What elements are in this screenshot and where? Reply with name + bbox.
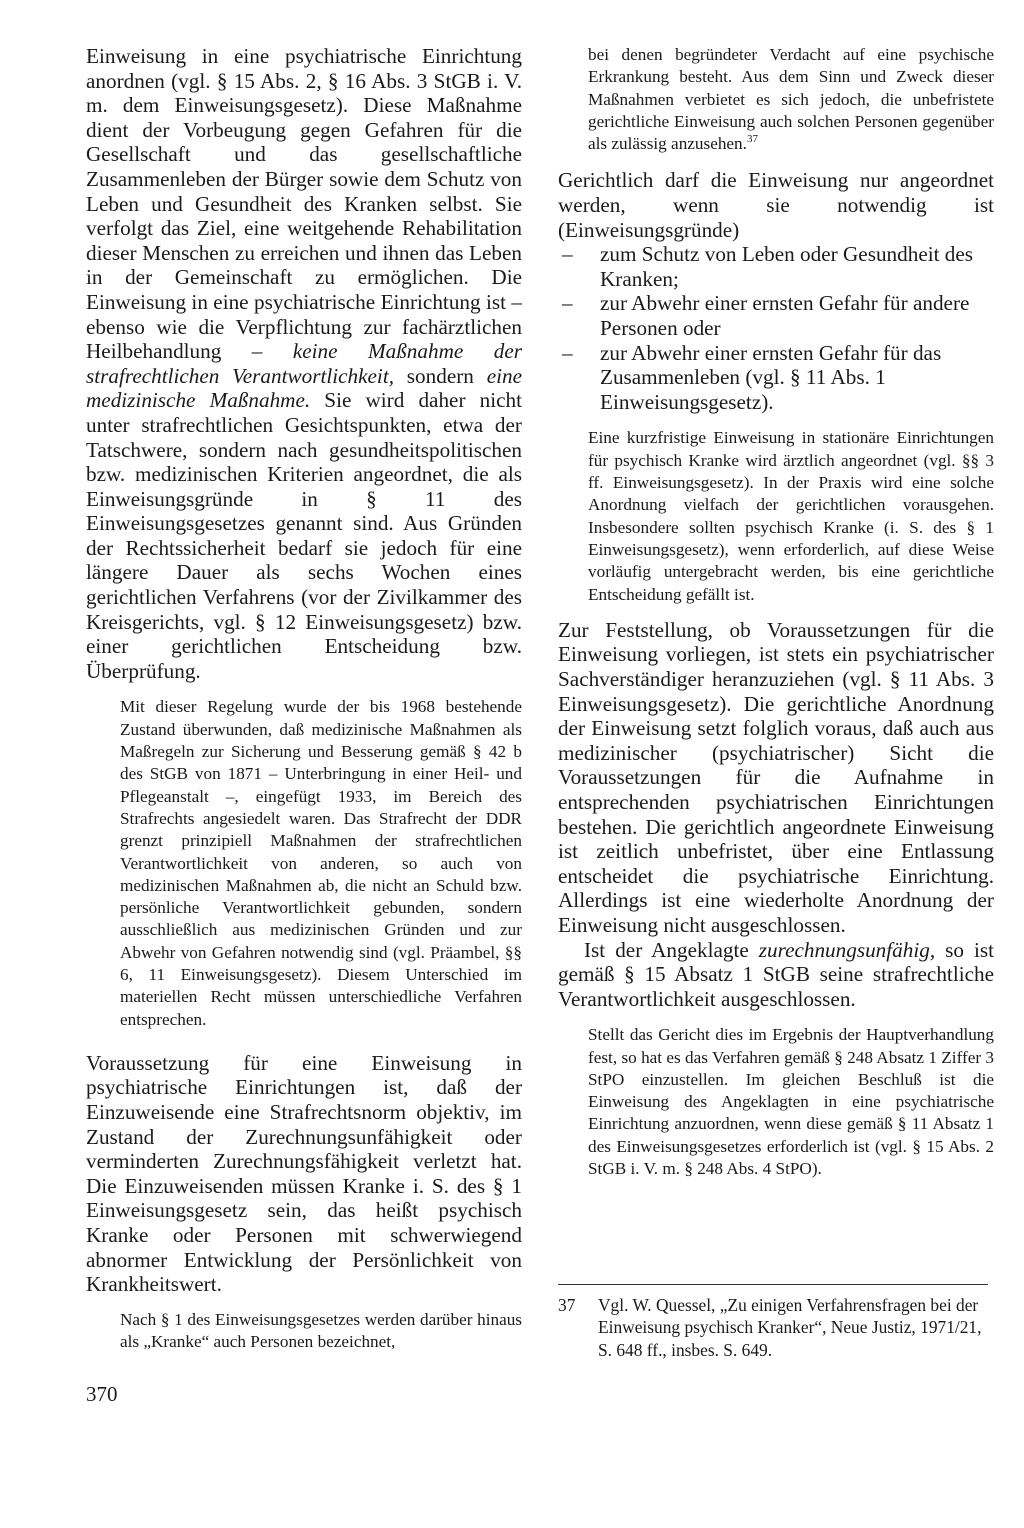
footnote-text: Vgl. W. Quessel, „Zu einigen Verfahrensfragen bei der Einweisung psychisch Kranker“, Neue Justiz, 1971/21, S. 648 ff., insbes. S. 649. [598, 1295, 982, 1360]
small-print-block [558, 427, 994, 605]
footnote-divider [558, 1284, 988, 1285]
small-print-paragraph: Mit dieser Regelung wurde der bis 1968 bestehende Zustand überwunden, daß medizinische Maßnahmen als Maßregeln zur Sicherung und Besserung gemäß § 42 b des StGB von 1871 – Unterbringung in einer Heil- und Pflegeanstalt –, eingefügt 1933, im Bereich des Strafrechts angesiedelt waren. Das Strafrecht der DDR grenzt prinzipiell Maßnahmen der strafrechtlichen Verantwortlichkeit von anderen, so auch von medizinischen Maßnahmen ab, die nicht an Schuld bzw. persönliche Verantwortlichkeit gebunden, sondern ausschließlich aus medizinischen Gründen und zur Abwehr von Gefahren notwendig sind (vgl. Präambel, §§ 6, 11 Einweisungsgesetz). Diesem Unterschied im materiellen Recht müssen unterschiedliche Verfahren entsprechen. [120, 697, 522, 1029]
body-paragraph: Voraussetzung für eine Einweisung in psychiatrische Einrichtungen ist, daß der Einzuweisende eine Strafrechtsnorm objektiv, im Zustand der Zurechnungsunfähigkeit oder verminderten Zurechnungsfähigkeit verletzt hat. Die Einzuweisenden müssen Kranke i. S. des § 1 Einweisungsgesetz sein, das heißt psychisch Kranke oder Personen mit schwerwiegend abnormer Entwicklung der Persönlichkeit von Krankheitswert. [86, 1050, 522, 1297]
emphasis-text: zurechnungsunfähig, [758, 937, 936, 962]
footnote-reference[interactable]: 37 [746, 133, 758, 146]
footnote-number: 37 [558, 1295, 576, 1315]
paragraph-text: Sie wird daher nicht unter strafrechtlichen Gesichtspunkten, etwa der Tatschwere, sondern nach gesundheitspolitischen bzw. medizinischen Kriterien angeordnet, die als Einweisungsgründe in § 11 des Einweisungsgesetzes genannt sind. Aus Gründen der Rechtssicherheit bedarf sie jedoch für eine längere Dauer als sechs Wochen eines gerichtlichen Verfahrens (vor der Zivilkammer des Kreisgerichts, vgl. § 12 Einweisungsgesetz) bzw. einer gerichtlichen Entscheidung bzw. Überprüfung. [86, 388, 522, 683]
left-column [86, 44, 522, 1353]
list-item: – zur Abwehr einer ernsten Gefahr für das Zusammenleben (vgl. § 11 Abs. 1 Einweisungsgesetz). [558, 341, 994, 415]
emphasis-text: keine Maßnahme der strafrechtlichen Verantwortlichkeit, [86, 339, 522, 388]
body-paragraph: Zur Feststellung, ob Voraussetzungen für die Einweisung vorliegen, ist stets ein psychiatrischer Sachverständiger heranzuziehen (vgl. § 11 Abs. 3 Einweisungsgesetz). Die gerichtliche Anordnung der Einweisung setzt folglich voraus, daß auch aus medizinischer (psychiatrischer) Sicht die Voraussetzungen für die Aufnahme in entsprechenden psychiatrischen Einrichtungen bestehen. Die gerichtlich angeordnete Einweisung ist zeitlich unbefristet, über eine Entlassung entscheidet die psychiatrische Einrichtung. Allerdings ist eine wiederholte Anordnung der Einweisung nicht ausgeschlossen. [558, 617, 994, 937]
emphasis-text: eine medizinische Maßnahme. [86, 363, 522, 413]
small-print-paragraph: Eine kurzfristige Einweisung in stationäre Einrichtungen für psychisch Kranke wird ärztlich angeordnet (vgl. §§ 3 ff. Einweisungsgesetz). In der Praxis wird eine solche Anordnung vielfach der gerichtlichen vorausgehen. Insbesondere sollten psychisch Kranke (i. S. des § 1 Einweisungsgesetz), wenn erforderlich, auf diese Weise vorläufig untergebracht werden, bis eine gerichtliche Entscheidung gefällt ist. [588, 428, 994, 604]
body-paragraph [86, 44, 522, 683]
paragraph-text: Einweisung in eine psychiatrische Einrichtung anordnen (vgl. § 15 Abs. 2, § 16 Abs. 3 StGB i. V. m. dem Einweisungsgesetz). Diese Maßnahme dient der Vorbeugung gegen Gefahren für die Gesellschaft und das gesellschaftliche Zusammenleben der Bürger sowie dem Schutz von Leben und Gesundheit des Kranken selbst. Sie verfolgt das Ziel, eine weitgehende Rehabilitation dieser Menschen zu erreichen und ihnen das Leben in der Gemeinschaft zu ermöglichen. Die Einweisung in eine psychiatrische Einrichtung ist – ebenso wie die Verpflichtung zur fachärztlichen Heilbehandlung – [86, 44, 522, 364]
body-paragraph [558, 938, 994, 1012]
small-print-paragraph: Nach § 1 des Einweisungsgesetzes werden darüber hinaus als „Kranke“ auch Personen bezeichnet, [120, 1309, 522, 1352]
small-print-block [558, 1024, 994, 1180]
paragraph-text: sondern [394, 363, 487, 388]
page-number: 370 [86, 1382, 118, 1406]
right-column [558, 44, 994, 1180]
small-print-paragraph: Stellt das Gericht dies im Ergebnis der Hauptverhandlung fest, so hat es das Verfahren gemäß § 248 Absatz 1 Ziffer 3 StPO einzustellen. Im gleichen Beschluß ist die Einweisung des Angeklagten in eine psychiatrische Einrichtung anzuordnen, wenn diese gemäß § 11 Absatz 1 des Einweisungsgesetzes erforderlich ist (vgl. § 15 Abs. 2 StGB i. V. m. § 248 Abs. 4 StPO). [588, 1025, 994, 1179]
paragraph-text: so ist gemäß § 15 Absatz 1 StGB seine strafrechtliche Verantwortlichkeit ausgeschlossen. [558, 937, 995, 1011]
body-paragraph: Gerichtlich darf die Einweisung nur angeordnet werden, wenn sie notwendig ist (Einweisungsgründe) [558, 168, 994, 242]
paragraph-text: Ist der Angeklagte [584, 937, 759, 962]
footnote [558, 1294, 994, 1361]
list-item: – zur Abwehr einer ernsten Gefahr für andere Personen oder [558, 291, 994, 340]
small-print-block [86, 1309, 522, 1354]
small-print-block [86, 696, 522, 1030]
reasons-list [558, 242, 994, 414]
list-item: – zum Schutz von Leben oder Gesundheit des Kranken; [558, 242, 994, 291]
small-print-paragraph [588, 44, 994, 155]
small-print-block [558, 44, 994, 155]
paragraph-text: bei denen begründeter Verdacht auf eine psychische Erkrankung besteht. Aus dem Sinn und Zweck dieser Maßnahmen verbietet es sich jedoch, die unbefristete gerichtliche Einweisung auch solchen Personen gegenüber als zulässig anzusehen. [588, 45, 994, 154]
